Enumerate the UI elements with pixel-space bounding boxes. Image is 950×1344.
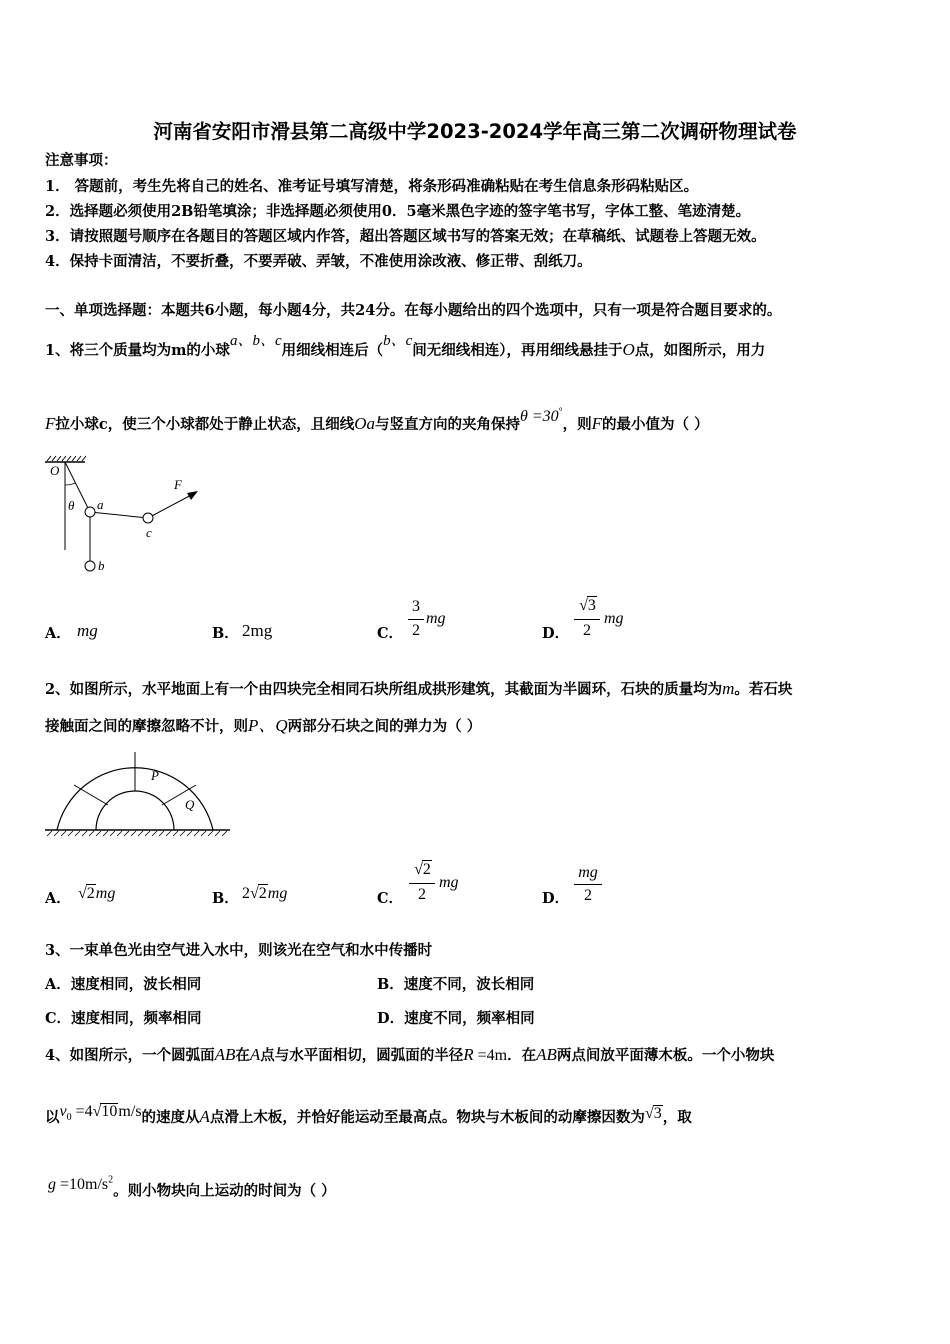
notice-item: 2．选择题必须使用2B铅笔填涂；非选择题必须使用0．5毫米黑色字迹的签字笔书写，字体工整、笔迹清楚。 xyxy=(45,203,751,220)
q1-stem-line1: 1、将三个质量均为m的小球a、b、c用细线相连后（b、c间无细线相连），再用细线悬挂于O点，如图所示，用力 xyxy=(45,333,766,359)
q3-option-d[interactable]: D．速度不同，频率相同 xyxy=(377,1010,535,1027)
q3-stem: 3、一束单色光由空气进入水中，则该光在空气和水中传播时 xyxy=(45,942,433,959)
q2-stem-line1: 2、如图所示，水平地面上有一个由四块完全相同石块所组成拱形建筑，其截面为半圆环，石块的质量均为m。若石块 xyxy=(45,679,793,698)
q1-option-d[interactable]: √3 2 mg xyxy=(574,596,602,644)
label-F: F xyxy=(174,477,182,492)
q1-option-a[interactable]: mg xyxy=(77,621,98,640)
mu-expr: √3 xyxy=(644,1105,662,1122)
v0-expr: $v_0 =4√10m/s$ xyxy=(59,1103,142,1124)
q1-option-b[interactable]: 2mg xyxy=(242,621,273,640)
section-heading: 一、单项选择题：本题共6小题，每小题4分，共24分。在每小题给出的四个选项中，只有一项是符合题目要求的。 xyxy=(45,302,782,319)
label-P: P xyxy=(151,768,159,783)
notice-item: 4．保持卡面清洁，不要折叠，不要弄破、弄皱，不准使用涂改液、修正带、刮纸刀。 xyxy=(45,253,592,270)
notice-item: 1． 答题前，考生先将自己的姓名、准考证号填写清楚，将条形码准确粘贴在考生信息条形码粘贴区。 xyxy=(45,178,699,195)
q1-stem-line2: F拉小球c，使三个小球都处于静止状态，且细线Oa与竖直方向的夹角保持θ =30°，则F的最小值为（ ） xyxy=(45,406,709,433)
label-a: a xyxy=(97,497,104,512)
q2-option-c[interactable]: √2 2 mg xyxy=(409,860,437,908)
label-b: b xyxy=(98,558,105,573)
q2-option-d[interactable]: mg 2 xyxy=(574,864,602,910)
q2-option-b[interactable]: 2√2mg xyxy=(242,885,288,902)
g-expr: $g =10m/s^2$ xyxy=(48,1175,114,1194)
label-O: O xyxy=(50,463,60,478)
q1-option-a-label: A． xyxy=(45,625,71,642)
q2-arch-figure xyxy=(45,750,235,840)
q1-option-b-label: B． xyxy=(212,625,239,642)
q1-option-c-label: C． xyxy=(377,625,404,642)
q2-option-b-label: B． xyxy=(212,890,239,907)
q4-stem-line2: 以$v_0 =4√10m/s$的速度从A点滑上木板，并恰好能运动至最高点。物块与木板间的动摩擦因数为√3，取 xyxy=(45,1103,692,1126)
q2-option-d-label: D． xyxy=(542,890,570,907)
q2-option-c-label: C． xyxy=(377,890,404,907)
notice-item: 3．请按照题号顺序在各题目的答题区域内作答，超出答题区域书写的答案无效；在草稿纸、试题卷上答题无效。 xyxy=(45,228,766,245)
q1-option-d-label: D． xyxy=(542,625,570,642)
q2-option-a-label: A． xyxy=(45,890,71,907)
label-theta: θ xyxy=(68,498,75,513)
q3-option-c[interactable]: C．速度相同，频率相同 xyxy=(45,1010,202,1027)
q1-option-c[interactable]: 3 2 mg xyxy=(408,598,424,644)
q3-option-a[interactable]: A．速度相同，波长相同 xyxy=(45,976,202,993)
label-c: c xyxy=(146,525,152,540)
q2-option-a[interactable]: √2mg xyxy=(78,885,116,902)
theta-expr: θ =30° xyxy=(520,406,563,425)
label-Q: Q xyxy=(185,797,195,812)
q4-stem-line1: 4、如图所示，一个圆弧面AB在A点与水平面相切，圆弧面的半径R =4m．在AB两点间放平面薄木板。一个小物块 xyxy=(45,1045,775,1064)
q3-option-b[interactable]: B．速度不同，波长相同 xyxy=(377,976,535,993)
q2-stem-line2: 接触面之间的摩擦忽略不计，则P、Q两部分石块之间的弹力为（ ） xyxy=(45,716,482,735)
notice-heading: 注意事项： xyxy=(45,152,118,169)
page-title: 河南省安阳市滑县第二高级中学2023-2024学年高三第二次调研物理试卷 xyxy=(153,120,797,143)
q4-stem-line3: $g =10m/s^2$。则小物块向上运动的时间为（ ） xyxy=(48,1175,336,1200)
q1-figure xyxy=(40,455,210,580)
